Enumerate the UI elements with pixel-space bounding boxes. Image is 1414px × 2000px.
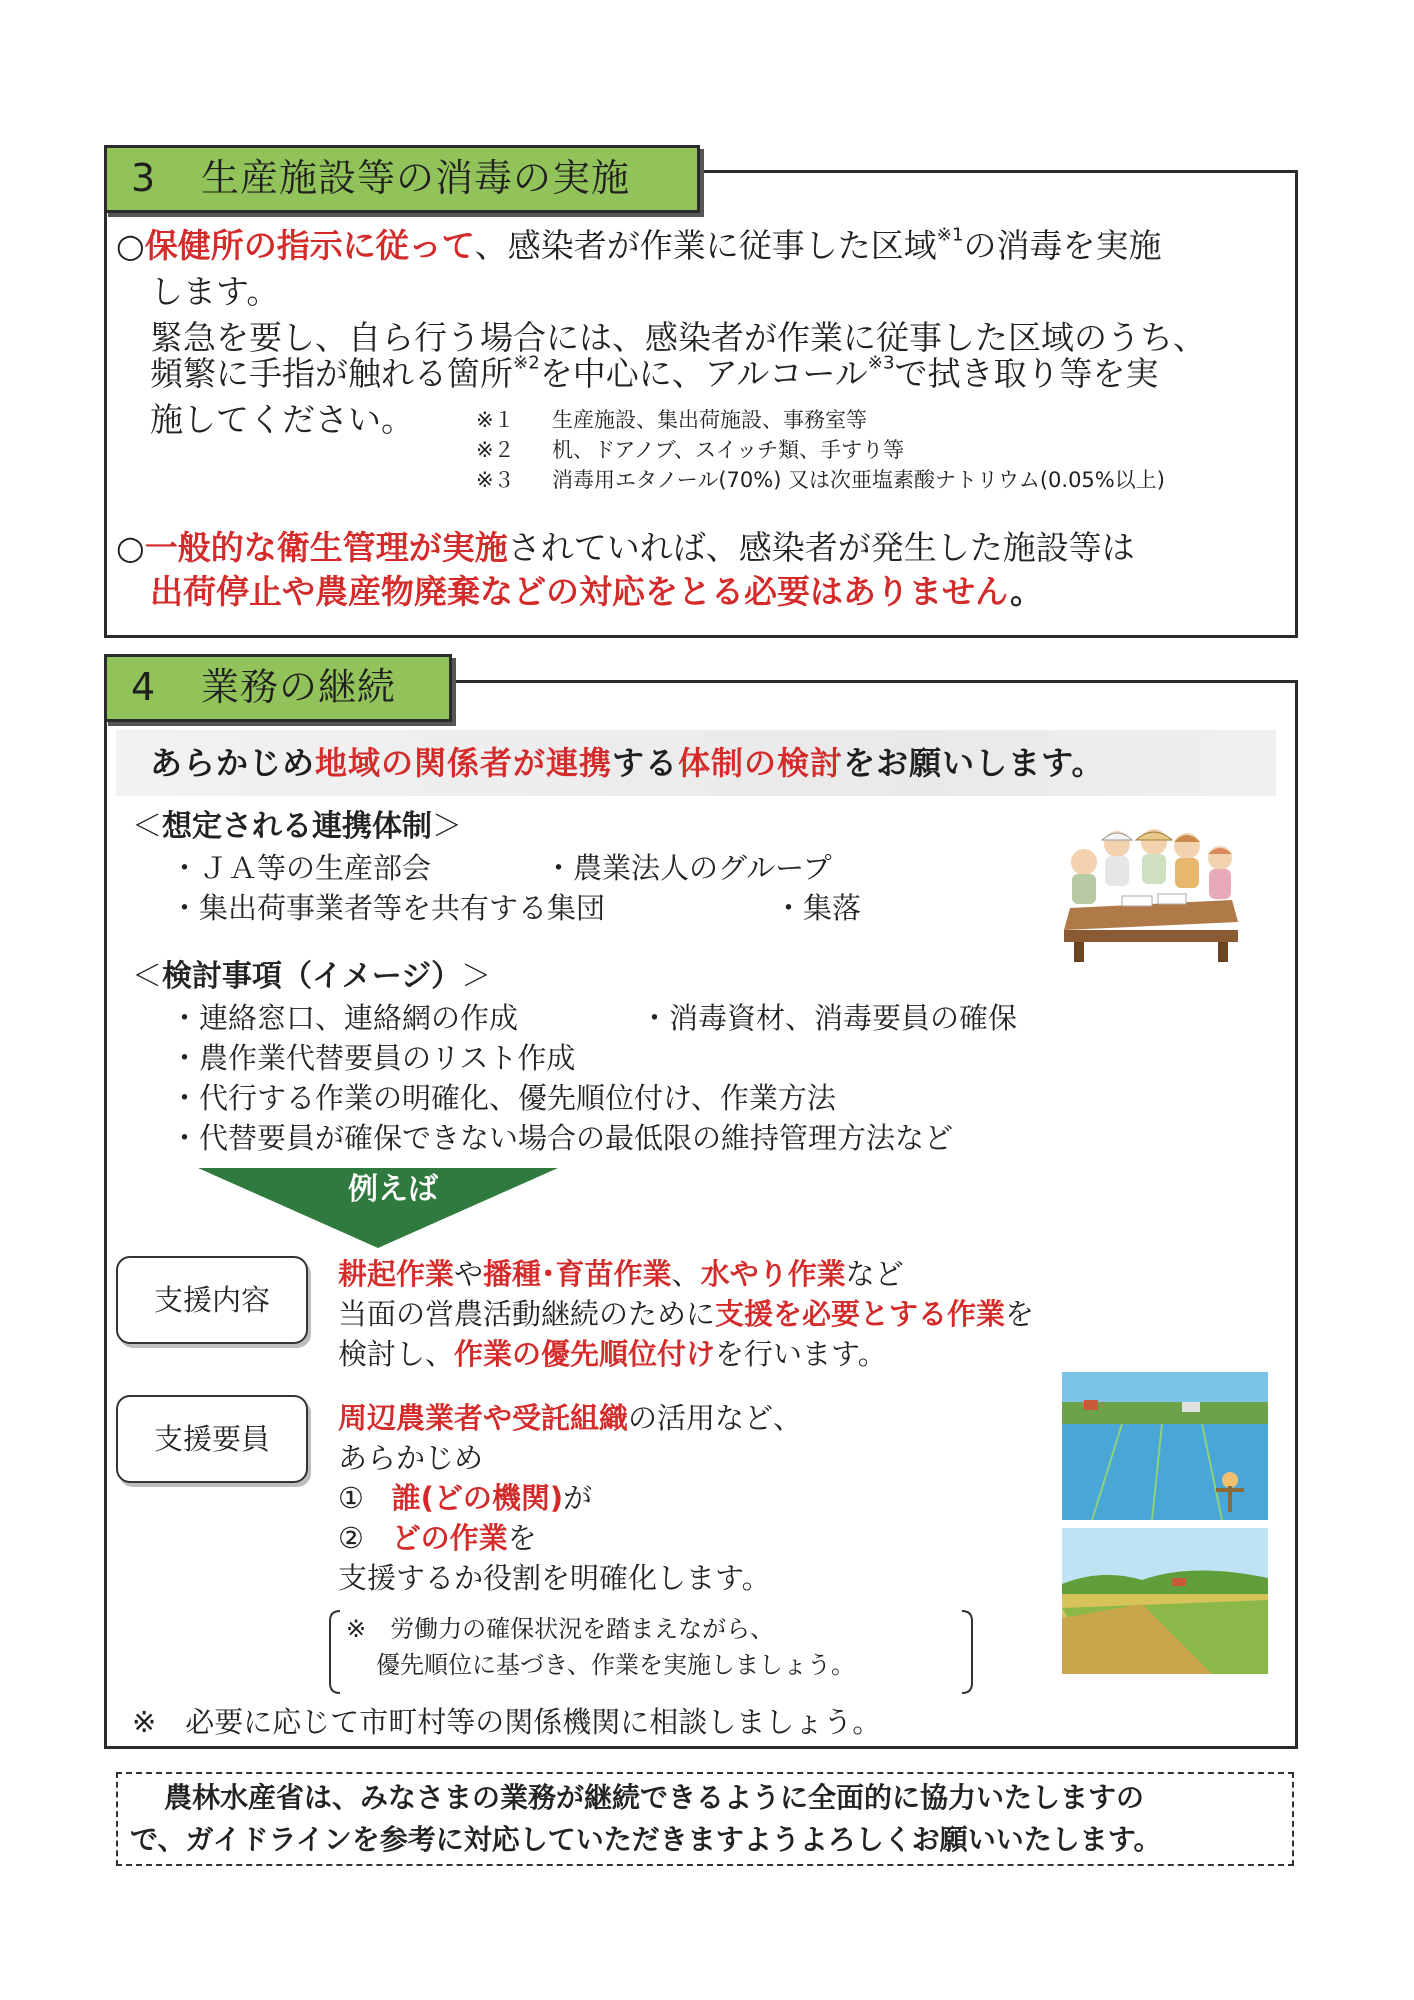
emphasis-text: 一般的な衛生管理が実施: [144, 528, 508, 567]
meeting-illustration: [1062, 822, 1240, 962]
emphasis-text: 出荷停止や農産物廃棄などの対応をとる必要はありません: [150, 572, 1010, 611]
text: を: [1005, 1297, 1035, 1331]
footnote-ref: ※1: [936, 224, 964, 246]
emphasis-text: 誰(どの機関): [391, 1481, 564, 1515]
arrow-label: 例えば: [348, 1172, 438, 1207]
section-3-title-text: 生産施設等の消毒の実施: [201, 156, 631, 200]
bracket: ＞: [432, 809, 462, 844]
emphasis-text: 周辺農業者や受託組織: [338, 1401, 629, 1435]
s3-p2-line1: [116, 524, 1135, 572]
s3-p1-line5: 施してください。: [150, 400, 414, 439]
section-4-title: [104, 654, 452, 722]
banner-text: [150, 737, 1105, 789]
text: されていれば、感染者が発生した施設等は: [507, 528, 1135, 567]
footer-line1: 農林水産省は、みなさまの業務が継続できるように全面的に協力いたしますの: [164, 1781, 1145, 1814]
text: をお願いします。: [843, 744, 1105, 782]
emphasis-text: 播種･育苗作業: [483, 1257, 672, 1291]
support-staff-line4: [338, 1518, 537, 1558]
text: や: [454, 1257, 484, 1291]
support-staff-line5: 支援するか役割を明確化します。: [338, 1561, 771, 1595]
text: の活用など、: [628, 1401, 803, 1435]
section-4-title-text: 業務の継続: [201, 665, 397, 709]
text: を中心に、アルコール: [539, 354, 868, 393]
system-item: ・ＪＡ等の生産部会: [170, 851, 432, 885]
footnote-ref: ※2: [513, 352, 540, 374]
text: を: [507, 1521, 537, 1555]
support-content-line2: [338, 1294, 1034, 1334]
emphasis-text: 水やり作業: [700, 1257, 846, 1291]
text: 頻繁に手指が触れる箇所: [150, 354, 513, 393]
text: する: [612, 744, 679, 782]
note-mark: ※２: [476, 438, 515, 462]
note-1: [476, 406, 867, 434]
emphasis-text: 体制の検討: [678, 744, 844, 782]
text: 、: [671, 1257, 701, 1291]
note-text: 生産施設、集出荷施設、事務室等: [552, 408, 867, 432]
item: ・代替要員が確保できない場合の最低限の維持管理方法など: [170, 1121, 954, 1155]
footnote-ref: ※3: [867, 352, 895, 374]
bracket: ＜: [132, 809, 162, 844]
section-3-number: 3: [131, 156, 157, 200]
support-staff-line3: [338, 1478, 592, 1518]
item: ・農作業代替要員のリスト作成: [170, 1041, 576, 1075]
note-text: 消毒用エタノール(70%) 又は次亜塩素酸ナトリウム(0.05%以上): [552, 468, 1165, 492]
farm-field-illustration: [1062, 1528, 1268, 1674]
note-mark: ※１: [476, 408, 515, 432]
section-3-title: [104, 145, 700, 213]
item: ・消毒資材、消毒要員の確保: [640, 1001, 1018, 1035]
text: など: [845, 1257, 904, 1291]
section-4-number: 4: [131, 665, 157, 709]
emphasis-text: 耕起作業: [338, 1257, 455, 1291]
number-marker: ①: [338, 1481, 364, 1515]
support-content-line1: [338, 1254, 904, 1294]
bullet-circle: ○: [116, 528, 145, 567]
note-text: 机、ドアノブ、スイッチ類、手すり等: [552, 438, 905, 462]
bracket: ＜: [132, 959, 162, 994]
heading-text: 想定される連携体制: [162, 809, 432, 844]
system-item: ・集落: [774, 891, 862, 925]
system-heading: [132, 806, 462, 848]
bracket: ＞: [461, 959, 492, 994]
s3-p1-line4: [150, 350, 1159, 398]
text: で拭き取り等を実: [894, 354, 1159, 393]
note-mark: ※３: [476, 468, 515, 492]
rice-paddy-illustration: [1062, 1372, 1268, 1520]
note-3: [476, 466, 1165, 494]
text: 、感染者が作業に従事した区域: [474, 226, 937, 265]
s3-p2-line2: [150, 568, 1043, 616]
text: が: [563, 1481, 593, 1515]
s3-p1-line2: します。: [150, 272, 280, 311]
note-2: [476, 436, 904, 464]
item: ・代行する作業の明確化、優先順位付け、作業方法: [170, 1081, 836, 1115]
text: 。: [1009, 572, 1043, 611]
system-item: ・農業法人のグループ: [544, 851, 832, 885]
s3-p1-line1: [116, 222, 1162, 270]
bracket-note-line2: 優先順位に基づき、作業を実施しましょう。: [376, 1651, 856, 1679]
text: 検討し、: [338, 1337, 455, 1371]
consult-note: ※ 必要に応じて市町村等の関係機関に相談しましょう。: [132, 1705, 882, 1739]
items-heading: [132, 956, 491, 998]
bullet-circle: ○: [116, 226, 145, 265]
system-item: ・集出荷事業者等を共有する集団: [170, 891, 606, 925]
bracket-note-line1: ※ 労働力の確保状況を踏まえながら、: [346, 1615, 775, 1643]
support-staff-line1: [338, 1398, 802, 1438]
emphasis-text: 作業の優先順位付け: [454, 1337, 716, 1371]
text: の消毒を実施: [963, 226, 1162, 265]
text: を行います。: [715, 1337, 887, 1371]
support-content-line3: [338, 1334, 887, 1374]
support-staff-line2: あらかじめ: [338, 1441, 484, 1475]
support-staff-label: 支援要員: [116, 1395, 308, 1483]
heading-text: 検討事項（イメージ）: [162, 959, 462, 994]
number-marker: ②: [338, 1521, 364, 1555]
emphasis-text: どの作業: [391, 1521, 508, 1555]
footer-line2: で、ガイドラインを参考に対応していただきますようよろしくお願いいたします。: [130, 1823, 1162, 1856]
emphasis-text: 支援を必要とする作業: [715, 1297, 1006, 1331]
text: 当面の営農活動継続のために: [338, 1297, 716, 1331]
emphasis-text: 保健所の指示に従って: [144, 226, 475, 265]
emphasis-text: 地域の関係者が連携: [315, 744, 613, 782]
text: あらかじめ: [150, 744, 316, 782]
s3-p1-line3: 緊急を要し、自ら行う場合には、感染者が作業に従事した区域のうち、: [150, 318, 1206, 357]
support-content-label: 支援内容: [116, 1256, 308, 1344]
item: ・連絡窓口、連絡網の作成: [170, 1001, 519, 1035]
